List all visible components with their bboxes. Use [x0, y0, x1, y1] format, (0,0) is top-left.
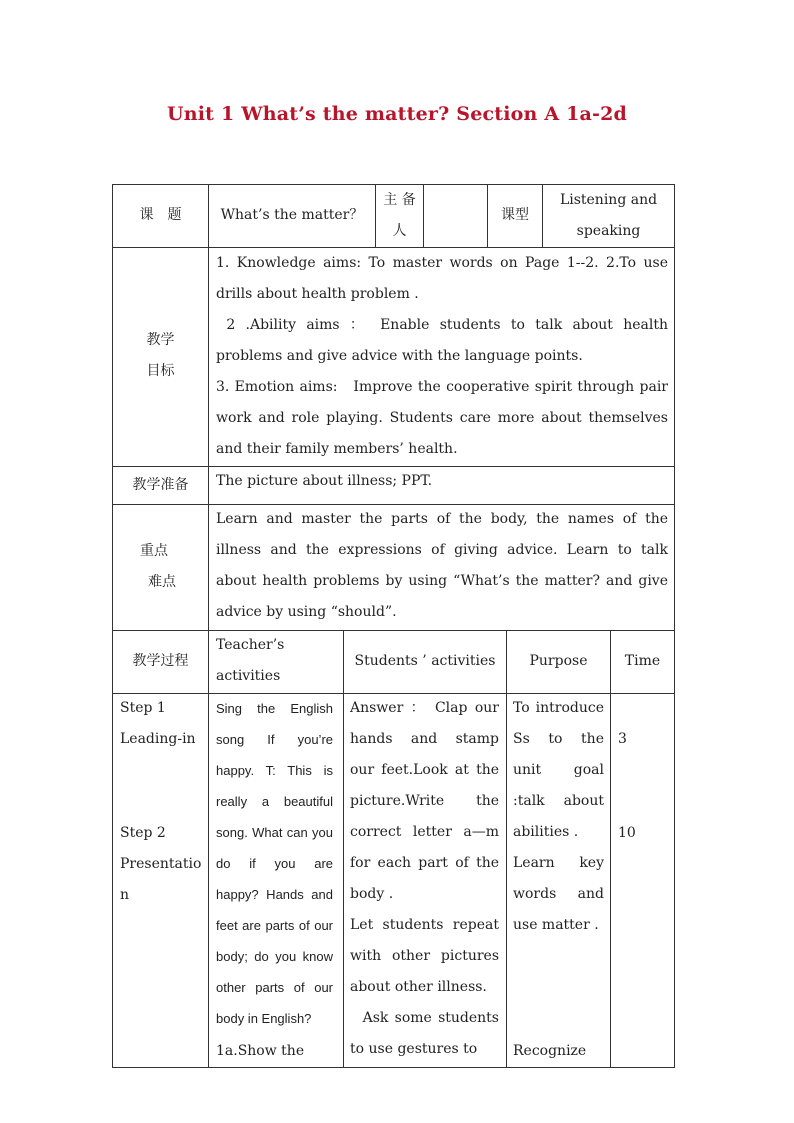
key-points-label: 重点 难点 [140, 543, 176, 590]
students-activities-text: Answer ： Clap our hands and stamp our feet.Look at the picture.Write the correct letter a—m for each part of the body . Let students repeat with other pictures about other illness. Ask some students to use gestures to [350, 700, 504, 1057]
goals-text [216, 248, 673, 465]
teacher-activities-text-2: 1a.Show the [216, 1043, 305, 1059]
process-label: 教学过程 [132, 653, 189, 669]
topic-label: 课 题 [139, 207, 182, 223]
key-points-text: Learn and master the parts of the body, the names of the illness and the expressions of giving advice. Learn to talk about health problems by using “What’s the matter? and give advice by using “should”. [216, 511, 668, 620]
col-purpose: Purpose [529, 653, 588, 669]
preparer-label: 主 备 人 [383, 192, 416, 239]
time-step-2: 10 [618, 825, 636, 841]
col-time: Time [624, 653, 661, 669]
step-1: Step 1 Leading-in [120, 700, 196, 747]
purpose-text-3: Recognize [513, 1043, 587, 1059]
topic-value: What’s the matter？ [220, 207, 364, 223]
purpose-text: To introduce Ss to the unit goal :talk about abilities . Learn key words and use matter . [513, 700, 604, 933]
col-students-activities: Students ’ activities [354, 653, 496, 669]
col-teacher-activities: Teacher’s activities [216, 637, 285, 684]
goal-item: 1. Knowledge aims: To master words on Page 1--2. 2.To use drills about health problem . [216, 255, 668, 302]
type-label: 课型 [501, 207, 529, 223]
step-2: Step 2 Presentatio n [120, 825, 202, 903]
document-title: Unit 1 What’s the matter? Section A 1a-2d [166, 103, 628, 125]
prep-label: 教学准备 [132, 477, 189, 493]
goals-label: 教学 目标 [146, 332, 175, 379]
time-step-1: 3 [618, 731, 627, 747]
prep-value: The picture about illness; PPT. [216, 473, 433, 489]
goal-item: 2 .Ability aims ： Enable students to talk about health problems and give advice with the language points. [216, 317, 673, 364]
type-value: Listening and speaking [559, 192, 658, 239]
teacher-activities-text: Sing the English song If you’re happy. T: This is really a beautiful song. What can you do if you are happy? Hands and feet are parts of our body; do you know other parts of our body in English? [216, 701, 333, 1026]
goal-item: 3. Emotion aims: Improve the cooperative spirit through pair work and role playing. Students care more about themselves and their family members’ health. [216, 379, 673, 457]
